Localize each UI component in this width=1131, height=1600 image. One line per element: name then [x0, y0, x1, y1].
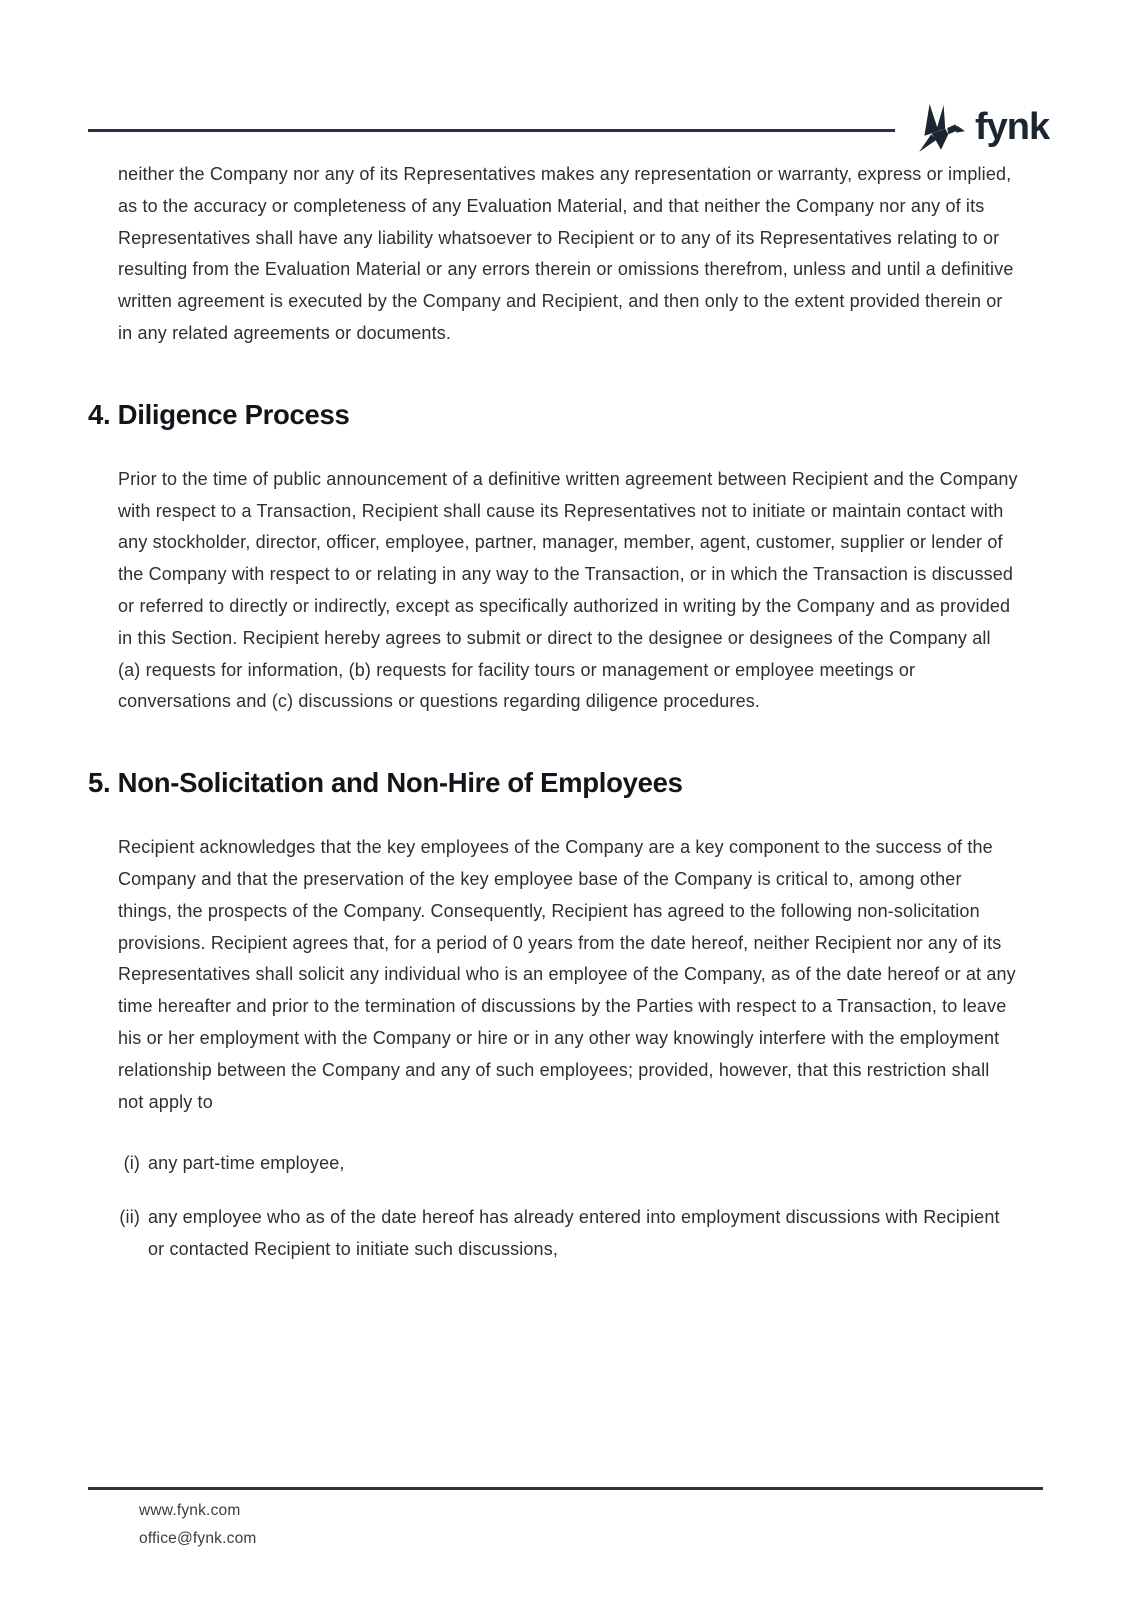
- employee-exception-list: [110, 1148, 1046, 1265]
- footer-rule: [88, 1487, 1043, 1490]
- list-item-text: any employee who as of the date hereof has already entered into employment discussions with Recipient or contacted Recipient to initiate such discussions,: [148, 1207, 1000, 1259]
- list-item-text: any part-time employee,: [148, 1153, 345, 1174]
- list-item-marker: (i): [123, 1153, 140, 1174]
- footer-website: www.fynk.com: [139, 1502, 241, 1519]
- header-rule: [88, 129, 895, 132]
- brand-logo: [914, 101, 1049, 157]
- document-body: [88, 159, 1046, 1266]
- origami-bird-icon: [914, 104, 966, 154]
- page-footer: [139, 1497, 257, 1552]
- footer-email: office@fynk.com: [139, 1529, 257, 1547]
- list-item: [110, 1148, 1046, 1180]
- section-5-heading: 5. Non-Solicitation and Non-Hire of Employees: [88, 767, 683, 799]
- section-5-body: Recipient acknowledges that the key employees of the Company are a key component to the success of the Company and that the preservation of the key employee base of the Company is critical to, among other things, the prospects of the Company. Consequently, Recipient has agreed to the following non-solicitation provisions. Recipient agrees that, for a period of 0 years from the date hereof, neither Recipient nor any of its Representatives shall solicit any individual who is an employee of the Company, as of the date hereof or at any time hereafter and prior to the termination of discussions by the Parties with respect to a Transaction, to leave his or her employment with the Company or hire or in any other way knowingly interfere with the employment relationship between the Company and any of such employees; provided, however, that this restriction shall not apply to: [118, 837, 1016, 1112]
- list-item: [110, 1202, 1046, 1266]
- section-4-body: Prior to the time of public announcement of a definitive written agreement between Recipient and the Company with respect to a Transaction, Recipient shall cause its Representatives not to initiate or maintain contact with any stockholder, director, officer, employee, partner, manager, member, agent, customer, supplier or lender of the Company with respect to or relating in any way to the Transaction, or in which the Transaction is discussed or referred to directly or indirectly, except as specifically authorized in writing by the Company and as provided in this Section. Recipient hereby agrees to submit or direct to the designee or designees of the Company all (a) requests for information, (b) requests for facility tours or management or employee meetings or conversations and (c) discussions or questions regarding diligence procedures.: [118, 468, 1018, 712]
- list-item-marker: (ii): [119, 1207, 140, 1228]
- brand-wordmark: fynk: [975, 106, 1050, 148]
- intro-paragraph: neither the Company nor any of its Representatives makes any representation or warranty, express or implied, as to the accuracy or completeness of any Evaluation Material, and that neither the Company nor any of its Representatives shall have any liability whatsoever to Recipient or to any of its Representatives relating to or resulting from the Evaluation Material or any errors therein or omissions therefrom, unless and until a definitive written agreement is executed by the Company and Recipient, and then only to the extent provided therein or in any related agreements or documents.: [118, 164, 1014, 343]
- section-4-heading: 4. Diligence Process: [88, 398, 350, 430]
